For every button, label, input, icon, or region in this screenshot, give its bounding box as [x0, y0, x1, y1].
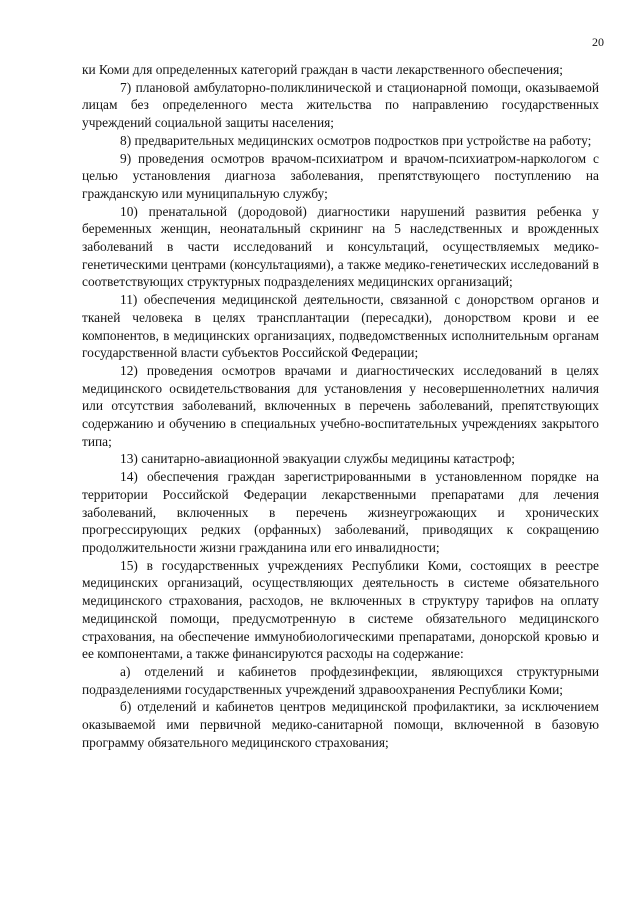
sub-item-b: б) отделений и кабинетов центров медицинской профилактики, за исключением оказываемой ими первичной медико-санитарной помощи, включенной в базовую программу обязательного медицинского страхования; [82, 699, 599, 750]
page-number: 20 [592, 35, 604, 49]
sub-item-a: а) отделений и кабинетов профдезинфекции, являющихся структурными подразделениями государственных учреждений здравоохранения Республики Коми; [82, 663, 599, 697]
paragraph-continuation: ки Коми для определенных категорий граждан в части лекарственного обеспечения; [82, 62, 564, 77]
list-item-13: 13) санитарно-авиационной эвакуации службы медицины катастроф; [120, 451, 516, 467]
list-item-12: 12) проведения осмотров врачами и диагностических исследований в целях медицинского освидетельствования для установления у несовершеннолетних наличия или отсутствия заболеваний, включенных в перечень заболеваний, препятствующих содержанию и обучению в специальных учебно-воспитательных учреждениях закрытого типа; [82, 362, 599, 449]
list-item-14: 14) обеспечения граждан зарегистрированными в установленном порядке на территории Российской Федерации лекарственными препаратами для лечения заболеваний, включенных в перечень жизнеугрожающих и хронических прогрессирующих редких (орфанных) заболеваний, приводящих к сокращению продолжительности жизни гражданина или его инвалидности; [82, 469, 599, 555]
list-item-11: 11) обеспечения медицинской деятельности, связанной с донорством органов и тканей человека в целях трансплантации (пересадки), донорством крови и ее компонентов, в медицинских организациях, подведомственных исполнительным органам государственной власти субъектов Российской Федерации; [82, 292, 599, 361]
list-item-10: 10) пренатальной (дородовой) диагностики нарушений развития ребенка у беременных женщин, неонатальный скрининг на 5 наследственных и врожденных заболеваний в части исследований и консультаций, осуществляемых медико-генетическими центрами (консультациями), а также медико-генетических исследований в соответствующих структурных подразделениях медицинских организаций; [82, 203, 599, 290]
body-text [82, 61, 599, 751]
list-item-9: 9) проведения осмотров врачом-психиатром и врачом-психиатром-наркологом с целью установления диагноза заболевания, препятствующего поступлению на гражданскую или муниципальную службу; [82, 150, 599, 201]
list-item-7: 7) плановой амбулаторно-поликлинической и стационарной помощи, оказываемой лицам без определенного места жительства по направлению государственных учреждений социальной защиты населения; [82, 79, 599, 131]
list-item-8: 8) предварительных медицинских осмотров подростков при устройстве на работу; [120, 132, 592, 148]
list-item-15: 15) в государственных учреждениях Республики Коми, состоящих в реестре медицинских организаций, осуществляющих деятельность в системе обязательного медицинского страхования, расходов, не включенных в структуру тарифов на оплату медицинской помощи, предусмотренную в системе обязательного медицинского страхования, на обеспечение иммунобиологическими препаратами, донорской кровью и ее компонентами, а также финансируются расходы на содержание: [82, 557, 599, 662]
